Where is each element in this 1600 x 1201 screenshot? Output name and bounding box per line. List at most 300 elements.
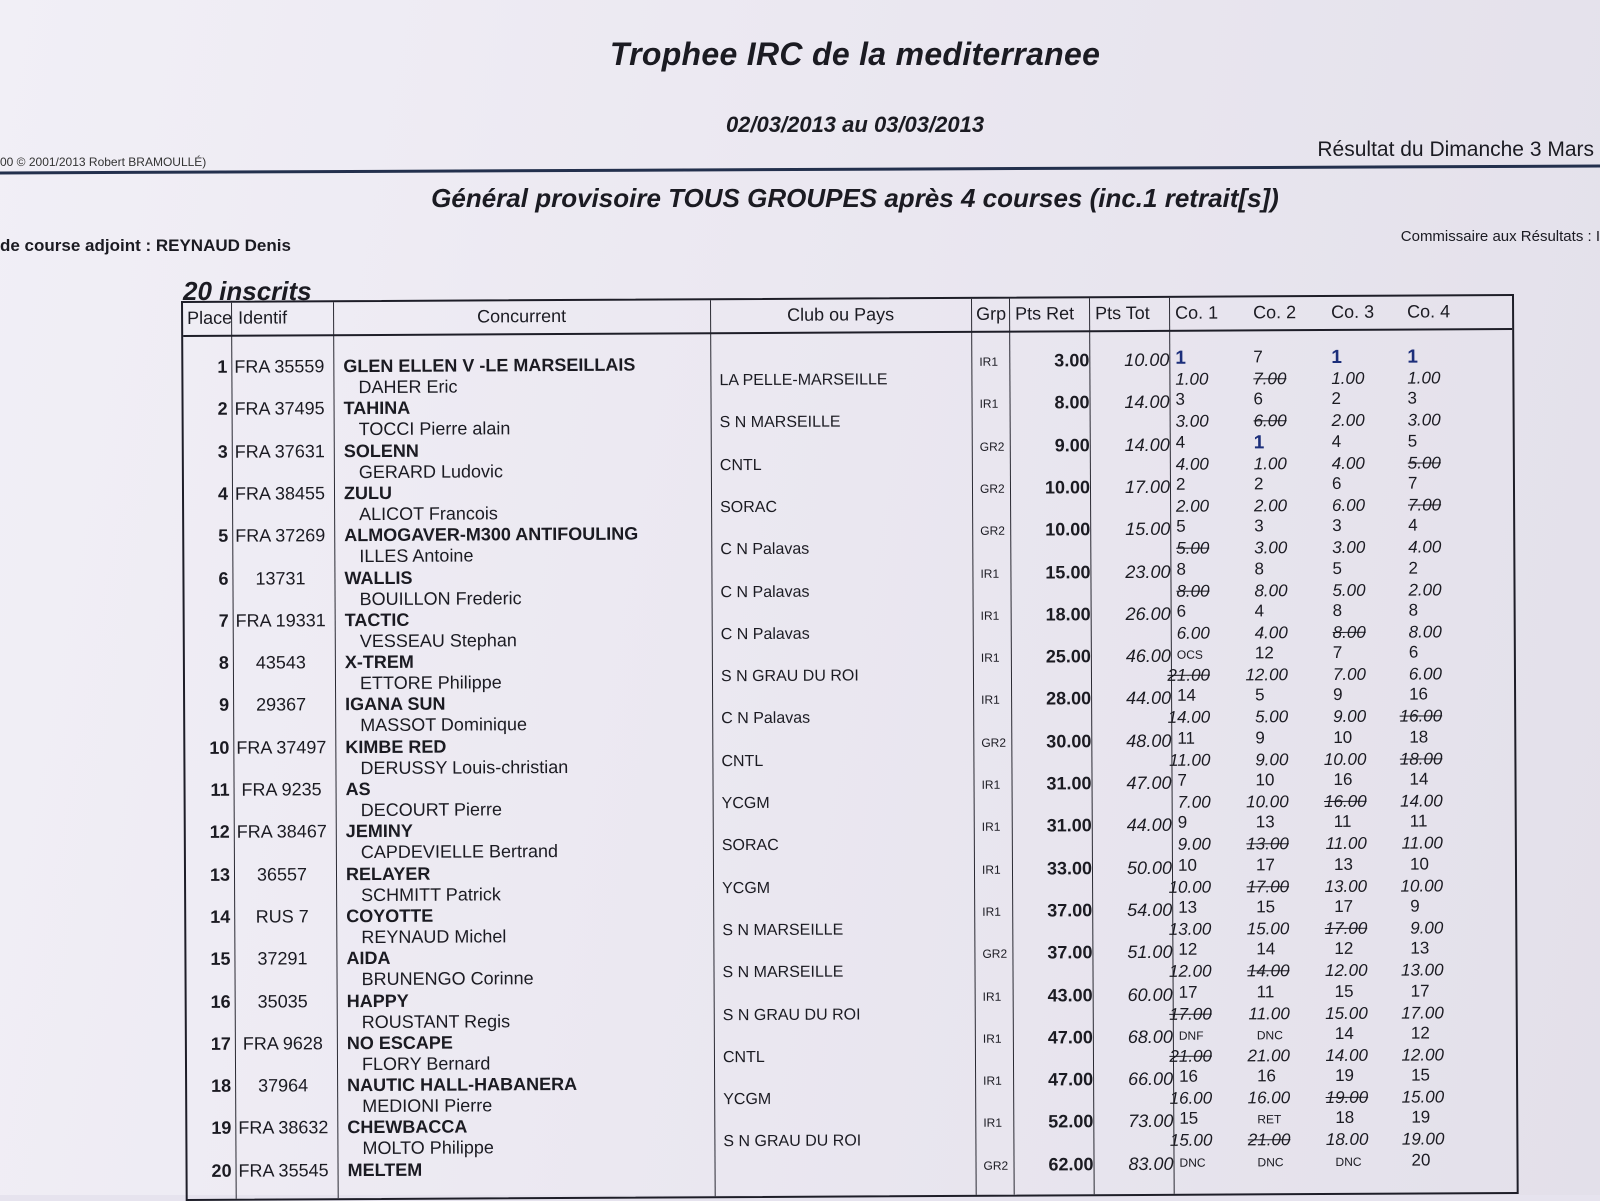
race-points-cell: 10.00 bbox=[1141, 877, 1211, 897]
group-cell: IR1 bbox=[983, 989, 1002, 1003]
club-cell: YCGM bbox=[722, 880, 770, 898]
col-header-club: Club ou Pays bbox=[710, 304, 971, 326]
skipper-name: CAPDEVIELLE Bertrand bbox=[361, 841, 558, 863]
club-cell: C N Palavas bbox=[720, 541, 809, 559]
ident-cell: FRA 9628 bbox=[235, 1033, 331, 1055]
club-cell: C N Palavas bbox=[721, 710, 810, 728]
col-header-grp: Grp bbox=[976, 304, 1006, 325]
header-rule bbox=[0, 165, 1600, 175]
race-rank-cell: 1 bbox=[1254, 432, 1304, 454]
points-retained-cell: 10.00 bbox=[1016, 519, 1090, 540]
race-rank-cell: DNF bbox=[1179, 1028, 1229, 1042]
boat-name: COYOTTE bbox=[346, 906, 433, 927]
race-rank-cell: 20 bbox=[1411, 1150, 1461, 1170]
race-points-cell: 3.00 bbox=[1217, 538, 1287, 558]
race-rank-cell: 10 bbox=[1255, 770, 1305, 790]
race-points-cell: 1.00 bbox=[1138, 370, 1208, 390]
race-points-cell: 9.00 bbox=[1296, 707, 1366, 727]
race-points-cell: 2.00 bbox=[1217, 496, 1287, 516]
race-rank-cell: 8 bbox=[1333, 601, 1383, 621]
skipper-name: MEDIONI Pierre bbox=[362, 1095, 492, 1117]
points-retained-cell: 30.00 bbox=[1017, 731, 1091, 752]
race-points-cell: 17.00 bbox=[1374, 1003, 1444, 1023]
race-rank-cell: 4 bbox=[1332, 431, 1382, 451]
group-cell: IR1 bbox=[983, 1032, 1002, 1046]
ident-cell: FRA 35545 bbox=[236, 1160, 332, 1182]
race-rank-cell: 12 bbox=[1411, 1023, 1461, 1043]
race-rank-cell: 8 bbox=[1409, 600, 1459, 620]
place-cell: 15 bbox=[186, 949, 230, 970]
points-total-cell: 15.00 bbox=[1092, 519, 1170, 540]
race-rank-cell: 17 bbox=[1179, 982, 1229, 1002]
race-points-cell: 16.00 bbox=[1142, 1089, 1212, 1109]
ident-cell: FRA 19331 bbox=[233, 610, 329, 632]
col-header-co1: Co. 1 bbox=[1175, 303, 1218, 324]
race-points-cell: 11.00 bbox=[1373, 834, 1443, 854]
boat-name: RELAYER bbox=[346, 863, 430, 884]
skipper-name: DECOURT Pierre bbox=[361, 799, 502, 821]
race-points-cell: 15.00 bbox=[1374, 1087, 1444, 1107]
result-day: Résultat du Dimanche 3 Mars bbox=[1317, 138, 1594, 162]
skipper-name: DERUSSY Louis-christian bbox=[360, 757, 568, 779]
race-rank-cell: 12 bbox=[1255, 643, 1305, 663]
race-points-cell: 10.00 bbox=[1219, 792, 1289, 812]
group-cell: IR1 bbox=[983, 1116, 1002, 1130]
race-rank-cell: 15 bbox=[1179, 1109, 1229, 1129]
ident-cell: 29367 bbox=[233, 695, 329, 717]
race-rank-cell: 5 bbox=[1408, 431, 1458, 451]
race-points-discarded: 17.00 bbox=[1219, 877, 1289, 897]
race-rank-cell: 2 bbox=[1176, 474, 1226, 494]
points-total-cell: 14.00 bbox=[1092, 434, 1170, 455]
race-points-cell: 9.00 bbox=[1373, 918, 1443, 938]
group-cell: GR2 bbox=[980, 482, 1005, 496]
race-rank-cell: 15 bbox=[1335, 981, 1385, 1001]
points-total-cell: 10.00 bbox=[1091, 350, 1169, 371]
place-cell: 2 bbox=[184, 399, 228, 420]
place-cell: 8 bbox=[185, 653, 229, 674]
race-points-cell: 12.00 bbox=[1141, 962, 1211, 982]
points-total-cell: 44.00 bbox=[1094, 815, 1172, 836]
skipper-name: BOUILLON Frederic bbox=[360, 588, 522, 610]
race-points-cell: 4.00 bbox=[1218, 623, 1288, 643]
boat-name: WALLIS bbox=[344, 567, 412, 588]
club-cell: C N Palavas bbox=[720, 583, 809, 601]
event-dates: 02/03/2013 au 03/03/2013 bbox=[0, 112, 1600, 138]
club-cell: LA PELLE-MARSEILLE bbox=[719, 371, 887, 390]
boat-name: ALMOGAVER-M300 ANTIFOULING bbox=[344, 524, 638, 547]
race-rank-cell: 3 bbox=[1254, 516, 1304, 536]
race-rank-cell: 8 bbox=[1254, 559, 1304, 579]
group-cell: IR1 bbox=[981, 693, 1000, 707]
points-total-cell: 48.00 bbox=[1093, 731, 1171, 752]
boat-name: X-TREM bbox=[345, 652, 414, 673]
race-rank-cell: 15 bbox=[1256, 897, 1306, 917]
skipper-name: DAHER Eric bbox=[358, 377, 457, 399]
race-points-cell: 1.00 bbox=[1294, 369, 1364, 389]
race-rank-cell: 9 bbox=[1410, 896, 1460, 916]
race-rank-cell: DNC bbox=[1257, 1028, 1307, 1042]
race-points-cell: 10.00 bbox=[1373, 876, 1443, 896]
col-header-concurrent: Concurrent bbox=[333, 305, 710, 328]
race-points-cell: 19.00 bbox=[1374, 1130, 1444, 1150]
points-retained-cell: 52.00 bbox=[1019, 1112, 1093, 1133]
points-total-cell: 54.00 bbox=[1094, 900, 1172, 921]
boat-name: AS bbox=[346, 779, 371, 800]
points-retained-cell: 31.00 bbox=[1018, 816, 1092, 837]
race-points-discarded: 5.00 bbox=[1139, 539, 1209, 559]
race-rank-cell: 13 bbox=[1334, 854, 1384, 874]
points-total-cell: 17.00 bbox=[1092, 477, 1170, 498]
race-points-discarded: 16.00 bbox=[1372, 707, 1442, 727]
place-cell: 18 bbox=[187, 1076, 231, 1097]
race-points-cell: 1.00 bbox=[1217, 454, 1287, 474]
boat-name: ZULU bbox=[344, 483, 392, 504]
boat-name: AIDA bbox=[346, 948, 390, 969]
club-cell: CNTL bbox=[720, 457, 762, 475]
race-points-discarded: 21.00 bbox=[1140, 666, 1210, 686]
race-rank-cell: 17 bbox=[1256, 855, 1306, 875]
race-points-cell: 11.00 bbox=[1297, 834, 1367, 854]
race-rank-cell: DNC bbox=[1257, 1155, 1307, 1169]
ident-cell: FRA 37631 bbox=[232, 441, 328, 463]
points-retained-cell: 18.00 bbox=[1017, 604, 1091, 625]
race-points-cell: 16.00 bbox=[1220, 1088, 1290, 1108]
points-retained-cell: 37.00 bbox=[1018, 900, 1092, 921]
race-rank-cell: 16 bbox=[1409, 685, 1459, 705]
col-header-co2: Co. 2 bbox=[1253, 302, 1296, 323]
place-cell: 9 bbox=[185, 695, 229, 716]
club-cell: S N MARSEILLE bbox=[720, 414, 841, 433]
race-rank-cell: 6 bbox=[1409, 642, 1459, 662]
club-cell: SORAC bbox=[720, 499, 777, 517]
boat-name: TACTIC bbox=[345, 610, 410, 631]
race-rank-cell: 4 bbox=[1176, 432, 1226, 452]
race-rank-cell: 17 bbox=[1334, 897, 1384, 917]
ident-cell: FRA 38455 bbox=[232, 483, 328, 505]
points-retained-cell: 28.00 bbox=[1017, 689, 1091, 710]
page-title: Trophee IRC de la mediterranee bbox=[0, 36, 1600, 73]
group-cell: IR1 bbox=[981, 651, 1000, 665]
ident-cell: FRA 38632 bbox=[235, 1118, 331, 1140]
points-total-cell: 83.00 bbox=[1095, 1154, 1173, 1175]
ident-cell: FRA 38467 bbox=[234, 822, 330, 844]
points-retained-cell: 33.00 bbox=[1018, 858, 1092, 879]
col-header-ident: Identif bbox=[238, 307, 287, 328]
points-retained-cell: 10.00 bbox=[1016, 477, 1090, 498]
race-points-cell: 10.00 bbox=[1296, 749, 1366, 769]
race-rank-cell: 14 bbox=[1409, 769, 1459, 789]
race-points-cell: 4.00 bbox=[1371, 538, 1441, 558]
race-rank-cell: 6 bbox=[1253, 389, 1303, 409]
club-cell: S N MARSEILLE bbox=[722, 964, 843, 983]
skipper-name: ETTORE Philippe bbox=[360, 672, 502, 694]
points-total-cell: 66.00 bbox=[1095, 1069, 1173, 1090]
race-rank-cell: 14 bbox=[1177, 686, 1227, 706]
race-points-discarded: 16.00 bbox=[1297, 792, 1367, 812]
race-rank-cell: 7 bbox=[1177, 771, 1227, 791]
points-total-cell: 46.00 bbox=[1093, 646, 1171, 667]
race-rank-cell: 5 bbox=[1332, 558, 1382, 578]
race-points-discarded: 18.00 bbox=[1372, 749, 1442, 769]
race-points-cell: 6.00 bbox=[1295, 496, 1365, 516]
race-points-discarded: 19.00 bbox=[1298, 1088, 1368, 1108]
club-cell: S N GRAU DU ROI bbox=[723, 1133, 861, 1152]
points-retained-cell: 8.00 bbox=[1015, 393, 1089, 414]
race-rank-cell: 2 bbox=[1408, 558, 1458, 578]
points-total-cell: 47.00 bbox=[1093, 773, 1171, 794]
place-cell: 7 bbox=[185, 611, 229, 632]
race-points-cell: 7.00 bbox=[1141, 793, 1211, 813]
club-cell: CNTL bbox=[721, 753, 763, 771]
race-rank-cell: 12 bbox=[1178, 940, 1228, 960]
race-points-cell: 14.00 bbox=[1298, 1046, 1368, 1066]
skipper-name: ROUSTANT Regis bbox=[362, 1011, 510, 1033]
boat-name: NAUTIC HALL-HABANERA bbox=[347, 1074, 577, 1096]
race-rank-cell: 10 bbox=[1178, 855, 1228, 875]
group-cell: GR2 bbox=[980, 524, 1005, 538]
ident-cell: FRA 35559 bbox=[231, 356, 327, 378]
race-points-cell: 6.00 bbox=[1140, 623, 1210, 643]
race-points-discarded: 7.00 bbox=[1216, 369, 1286, 389]
club-cell: CNTL bbox=[723, 1049, 765, 1067]
race-rank-cell: 18 bbox=[1335, 1108, 1385, 1128]
race-rank-cell: 10 bbox=[1333, 727, 1383, 747]
race-points-discarded: 5.00 bbox=[1371, 453, 1441, 473]
race-rank-cell: 2 bbox=[1254, 474, 1304, 494]
race-rank-cell: 5 bbox=[1255, 686, 1305, 706]
boat-name: MELTEM bbox=[347, 1159, 422, 1180]
points-retained-cell: 47.00 bbox=[1019, 1027, 1093, 1048]
race-points-cell: 3.00 bbox=[1295, 538, 1365, 558]
ident-cell: 35035 bbox=[235, 991, 331, 1013]
race-points-discarded: 17.00 bbox=[1142, 1004, 1212, 1024]
race-points-cell: 12.00 bbox=[1297, 961, 1367, 981]
place-cell: 3 bbox=[184, 441, 228, 462]
race-points-cell: 15.00 bbox=[1298, 1003, 1368, 1023]
race-points-cell: 15.00 bbox=[1142, 1131, 1212, 1151]
race-rank-cell: 8 bbox=[1176, 559, 1226, 579]
race-points-cell: 18.00 bbox=[1298, 1130, 1368, 1150]
points-retained-cell: 15.00 bbox=[1016, 562, 1090, 583]
race-rank-cell: 19 bbox=[1411, 1108, 1461, 1128]
race-points-cell: 2.00 bbox=[1139, 497, 1209, 517]
club-cell: YCGM bbox=[722, 795, 770, 813]
club-cell: C N Palavas bbox=[721, 626, 810, 644]
place-cell: 6 bbox=[184, 568, 228, 589]
skipper-name: MOLTO Philippe bbox=[362, 1138, 493, 1160]
race-points-discarded: 13.00 bbox=[1219, 835, 1289, 855]
points-total-cell: 14.00 bbox=[1091, 392, 1169, 413]
points-total-cell: 50.00 bbox=[1094, 857, 1172, 878]
col-header-pts-ret: Pts Ret bbox=[1015, 303, 1074, 324]
group-cell: GR2 bbox=[980, 439, 1005, 453]
race-rank-cell: 9 bbox=[1178, 813, 1228, 833]
race-points-discarded: 6.00 bbox=[1217, 412, 1287, 432]
race-points-cell: 1.00 bbox=[1370, 368, 1440, 388]
race-points-cell: 2.00 bbox=[1371, 580, 1441, 600]
ident-cell: FRA 37269 bbox=[232, 525, 328, 547]
race-rank-cell: 3 bbox=[1332, 516, 1382, 536]
race-points-cell: 11.00 bbox=[1140, 750, 1210, 770]
race-rank-cell: 1 bbox=[1331, 347, 1381, 369]
group-cell: IR1 bbox=[981, 609, 1000, 623]
race-rank-cell: 4 bbox=[1408, 516, 1458, 536]
race-points-cell: 12.00 bbox=[1218, 665, 1288, 685]
skipper-name: REYNAUD Michel bbox=[361, 926, 506, 948]
skipper-name: FLORY Bernard bbox=[362, 1053, 491, 1075]
boat-name: GLEN ELLEN V -LE MARSEILLAIS bbox=[343, 355, 635, 378]
col-header-co3: Co. 3 bbox=[1331, 302, 1374, 323]
boat-name: TAHINA bbox=[344, 398, 411, 419]
race-points-cell: 11.00 bbox=[1220, 1004, 1290, 1024]
race-points-cell: 6.00 bbox=[1372, 664, 1442, 684]
race-rank-cell: 7 bbox=[1333, 643, 1383, 663]
race-rank-cell: 11 bbox=[1410, 812, 1460, 832]
race-points-cell: 14.00 bbox=[1373, 791, 1443, 811]
ident-cell: 36557 bbox=[234, 864, 330, 886]
race-points-discarded: 7.00 bbox=[1371, 495, 1441, 515]
skipper-name: BRUNENGO Corinne bbox=[362, 968, 534, 990]
race-rank-cell: 16 bbox=[1333, 770, 1383, 790]
race-rank-cell: 16 bbox=[1257, 1066, 1307, 1086]
race-points-cell: 5.00 bbox=[1218, 708, 1288, 728]
race-officer: de course adjoint : REYNAUD Denis bbox=[0, 236, 291, 256]
race-rank-cell: 11 bbox=[1334, 812, 1384, 832]
ident-cell: 37291 bbox=[234, 948, 330, 970]
group-cell: IR1 bbox=[983, 1074, 1002, 1088]
race-points-cell: 13.00 bbox=[1141, 920, 1211, 940]
boat-name: NO ESCAPE bbox=[347, 1032, 453, 1054]
race-points-cell: 9.00 bbox=[1141, 835, 1211, 855]
race-points-cell: 4.00 bbox=[1139, 454, 1209, 474]
points-retained-cell: 25.00 bbox=[1017, 646, 1091, 667]
race-rank-cell: 4 bbox=[1255, 601, 1305, 621]
header-divider bbox=[183, 328, 1512, 337]
place-cell: 11 bbox=[186, 780, 230, 801]
copyright-note: 00 © 2001/2013 Robert BRAMOULLÉ) bbox=[0, 155, 206, 169]
place-cell: 19 bbox=[187, 1118, 231, 1139]
points-total-cell: 26.00 bbox=[1093, 604, 1171, 625]
standings-subtitle: Général provisoire TOUS GROUPES après 4 courses (inc.1 retrait[s]) bbox=[0, 183, 1600, 214]
race-rank-cell: 11 bbox=[1177, 728, 1227, 748]
race-points-discarded: 14.00 bbox=[1219, 961, 1289, 981]
race-rank-cell: 12 bbox=[1334, 939, 1384, 959]
race-rank-cell: DNC bbox=[1335, 1154, 1385, 1168]
race-rank-cell: 1 bbox=[1175, 348, 1225, 370]
ident-cell: 13731 bbox=[232, 568, 328, 590]
ident-cell: FRA 37495 bbox=[232, 399, 328, 421]
race-points-cell: 4.00 bbox=[1295, 453, 1365, 473]
race-points-discarded: 21.00 bbox=[1142, 1046, 1212, 1066]
place-cell: 10 bbox=[185, 737, 229, 758]
group-cell: IR1 bbox=[982, 862, 1001, 876]
club-cell: S N MARSEILLE bbox=[722, 921, 843, 940]
ident-cell: 43543 bbox=[233, 652, 329, 674]
race-points-cell: 13.00 bbox=[1373, 961, 1443, 981]
entries-count: 20 inscrits bbox=[183, 276, 312, 307]
race-points-cell: 15.00 bbox=[1219, 919, 1289, 939]
boat-name: HAPPY bbox=[347, 990, 409, 1011]
group-cell: IR1 bbox=[979, 355, 998, 369]
race-rank-cell: 7 bbox=[1408, 473, 1458, 493]
race-rank-cell: 17 bbox=[1411, 981, 1461, 1001]
ident-cell: FRA 37497 bbox=[233, 737, 329, 759]
race-rank-cell: 2 bbox=[1331, 389, 1381, 409]
race-rank-cell: 18 bbox=[1409, 727, 1459, 747]
place-cell: 17 bbox=[187, 1034, 231, 1055]
race-rank-cell: 14 bbox=[1256, 939, 1306, 959]
race-rank-cell: 7 bbox=[1253, 347, 1303, 367]
points-retained-cell: 47.00 bbox=[1019, 1069, 1093, 1090]
race-points-cell: 8.00 bbox=[1217, 581, 1287, 601]
ident-cell: 37964 bbox=[235, 1075, 331, 1097]
boat-name: SOLENN bbox=[344, 440, 419, 461]
place-cell: 12 bbox=[186, 822, 230, 843]
race-points-cell: 8.00 bbox=[1372, 622, 1442, 642]
race-points-cell: 14.00 bbox=[1140, 708, 1210, 728]
boat-name: KIMBE RED bbox=[345, 736, 446, 758]
race-rank-cell: 13 bbox=[1178, 897, 1228, 917]
skipper-name: GERARD Ludovic bbox=[359, 461, 503, 483]
race-rank-cell: 1 bbox=[1407, 346, 1457, 368]
race-points-discarded: 17.00 bbox=[1297, 919, 1367, 939]
race-rank-cell: 14 bbox=[1335, 1024, 1385, 1044]
place-cell: 20 bbox=[188, 1160, 232, 1181]
club-cell: S N GRAU DU ROI bbox=[721, 668, 859, 687]
race-points-discarded: 8.00 bbox=[1139, 581, 1209, 601]
results-table bbox=[181, 294, 1519, 1201]
points-total-cell: 60.00 bbox=[1095, 984, 1173, 1005]
group-cell: IR1 bbox=[982, 778, 1001, 792]
points-retained-cell: 31.00 bbox=[1017, 773, 1091, 794]
place-cell: 16 bbox=[187, 991, 231, 1012]
race-rank-cell: 3 bbox=[1407, 389, 1457, 409]
race-points-discarded: 8.00 bbox=[1296, 623, 1366, 643]
col-header-pts-tot: Pts Tot bbox=[1095, 303, 1150, 324]
race-rank-cell: 19 bbox=[1335, 1066, 1385, 1086]
race-rank-cell: RET bbox=[1257, 1113, 1307, 1127]
race-rank-cell: 6 bbox=[1332, 474, 1382, 494]
race-rank-cell: 15 bbox=[1411, 1065, 1461, 1085]
club-cell: SORAC bbox=[722, 837, 779, 855]
skipper-name: ALICOT Francois bbox=[359, 503, 498, 525]
skipper-name: MASSOT Dominique bbox=[360, 715, 527, 737]
skipper-name: ILLES Antoine bbox=[359, 546, 473, 568]
boat-name: JEMINY bbox=[346, 821, 413, 842]
skipper-name: SCHMITT Patrick bbox=[361, 884, 501, 906]
race-points-cell: 21.00 bbox=[1220, 1046, 1290, 1066]
club-cell: S N GRAU DU ROI bbox=[723, 1006, 861, 1025]
race-points-cell: 7.00 bbox=[1296, 665, 1366, 685]
skipper-name: TOCCI Pierre alain bbox=[359, 419, 511, 441]
race-rank-cell: 10 bbox=[1410, 854, 1460, 874]
race-rank-cell: OCS bbox=[1177, 648, 1227, 662]
race-rank-cell: 6 bbox=[1177, 601, 1227, 621]
club-cell: YCGM bbox=[723, 1091, 771, 1109]
skipper-name: VESSEAU Stephan bbox=[360, 630, 517, 652]
place-cell: 4 bbox=[184, 484, 228, 505]
race-rank-cell: 9 bbox=[1333, 685, 1383, 705]
group-cell: IR1 bbox=[980, 397, 999, 411]
group-cell: GR2 bbox=[982, 947, 1007, 961]
boat-name: CHEWBACCA bbox=[347, 1117, 467, 1139]
race-rank-cell: 13 bbox=[1410, 938, 1460, 958]
race-rank-cell: DNC bbox=[1179, 1155, 1229, 1169]
race-points-discarded: 21.00 bbox=[1220, 1131, 1290, 1151]
points-retained-cell: 43.00 bbox=[1019, 985, 1093, 1006]
place-cell: 13 bbox=[186, 864, 230, 885]
